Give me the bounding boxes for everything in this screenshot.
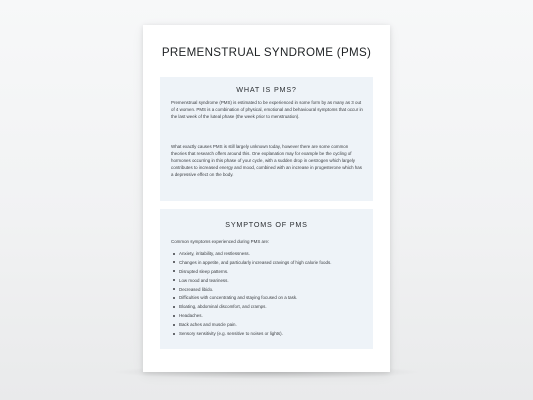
list-item <box>171 250 364 257</box>
symptom-text: Back aches and muscle pain. <box>179 322 237 328</box>
list-item <box>171 303 364 310</box>
bullet-icon <box>173 279 175 281</box>
bullet-icon <box>173 261 175 263</box>
symptom-text: Bloating, abdominal discomfort, and cramps. <box>179 304 267 310</box>
list-item <box>171 312 364 319</box>
document-title: PREMENSTRUAL SYNDROME (PMS) <box>161 46 372 59</box>
symptom-text: Low mood and teariness. <box>179 277 229 283</box>
bullet-icon <box>173 288 175 290</box>
list-item <box>171 286 364 293</box>
section-paragraph: What exactly causes PMS is still largely unknown today, however there are some common theories that research offers around this. One explanation may for example be the cycling of hormones occurring in this phase of your cycle, with a sudden drop in oestrogen which largely contributes to increased energy and mood, combined with an increase in progesterone which has a depressive effect on the body. <box>171 144 362 178</box>
list-item <box>171 330 364 337</box>
bullet-icon <box>173 306 175 308</box>
section-symptoms-of-pms <box>160 209 373 349</box>
bullet-icon <box>173 315 175 317</box>
symptom-text: Decreased libido. <box>179 286 214 292</box>
bullet-icon <box>173 333 175 335</box>
symptoms-intro: Common symptoms experienced during PMS are: <box>171 239 270 244</box>
symptom-text: Anxiety, irritability, and restlessness. <box>179 251 250 256</box>
symptom-text: Changes in appetite, and particularly increased cravings of high calorie foods. <box>179 259 332 265</box>
symptom-text: Disrupted sleep patterns. <box>179 268 229 274</box>
document-sheet <box>143 25 390 372</box>
list-item <box>171 277 364 284</box>
list-item <box>171 321 364 328</box>
section-paragraph: Premenstrual syndrome (PMS) is estimated to be experienced in some form by as many as 3 out of 4 women. PMS is a combination of physical, emotional and behavioural symptoms that occur in the last week of the luteal phase (the week prior to menstruation). <box>171 100 363 120</box>
symptom-text: Sensory sensitivity (e.g. sensitive to noises or lights). <box>179 331 283 337</box>
list-item <box>171 259 364 266</box>
bullet-icon <box>173 324 175 326</box>
list-item <box>171 268 364 275</box>
bullet-icon <box>173 253 175 255</box>
bullet-icon <box>173 297 175 299</box>
list-item <box>171 294 364 301</box>
symptom-text: Difficulties with concentrating and staying focused on a task. <box>179 295 298 301</box>
section-heading: WHAT IS PMS? <box>236 85 297 94</box>
bullet-icon <box>173 270 175 272</box>
symptom-text: Headaches. <box>179 313 203 319</box>
section-what-is-pms <box>160 77 373 201</box>
symptom-list <box>171 250 364 339</box>
section-heading: SYMPTOMS OF PMS <box>225 220 308 229</box>
